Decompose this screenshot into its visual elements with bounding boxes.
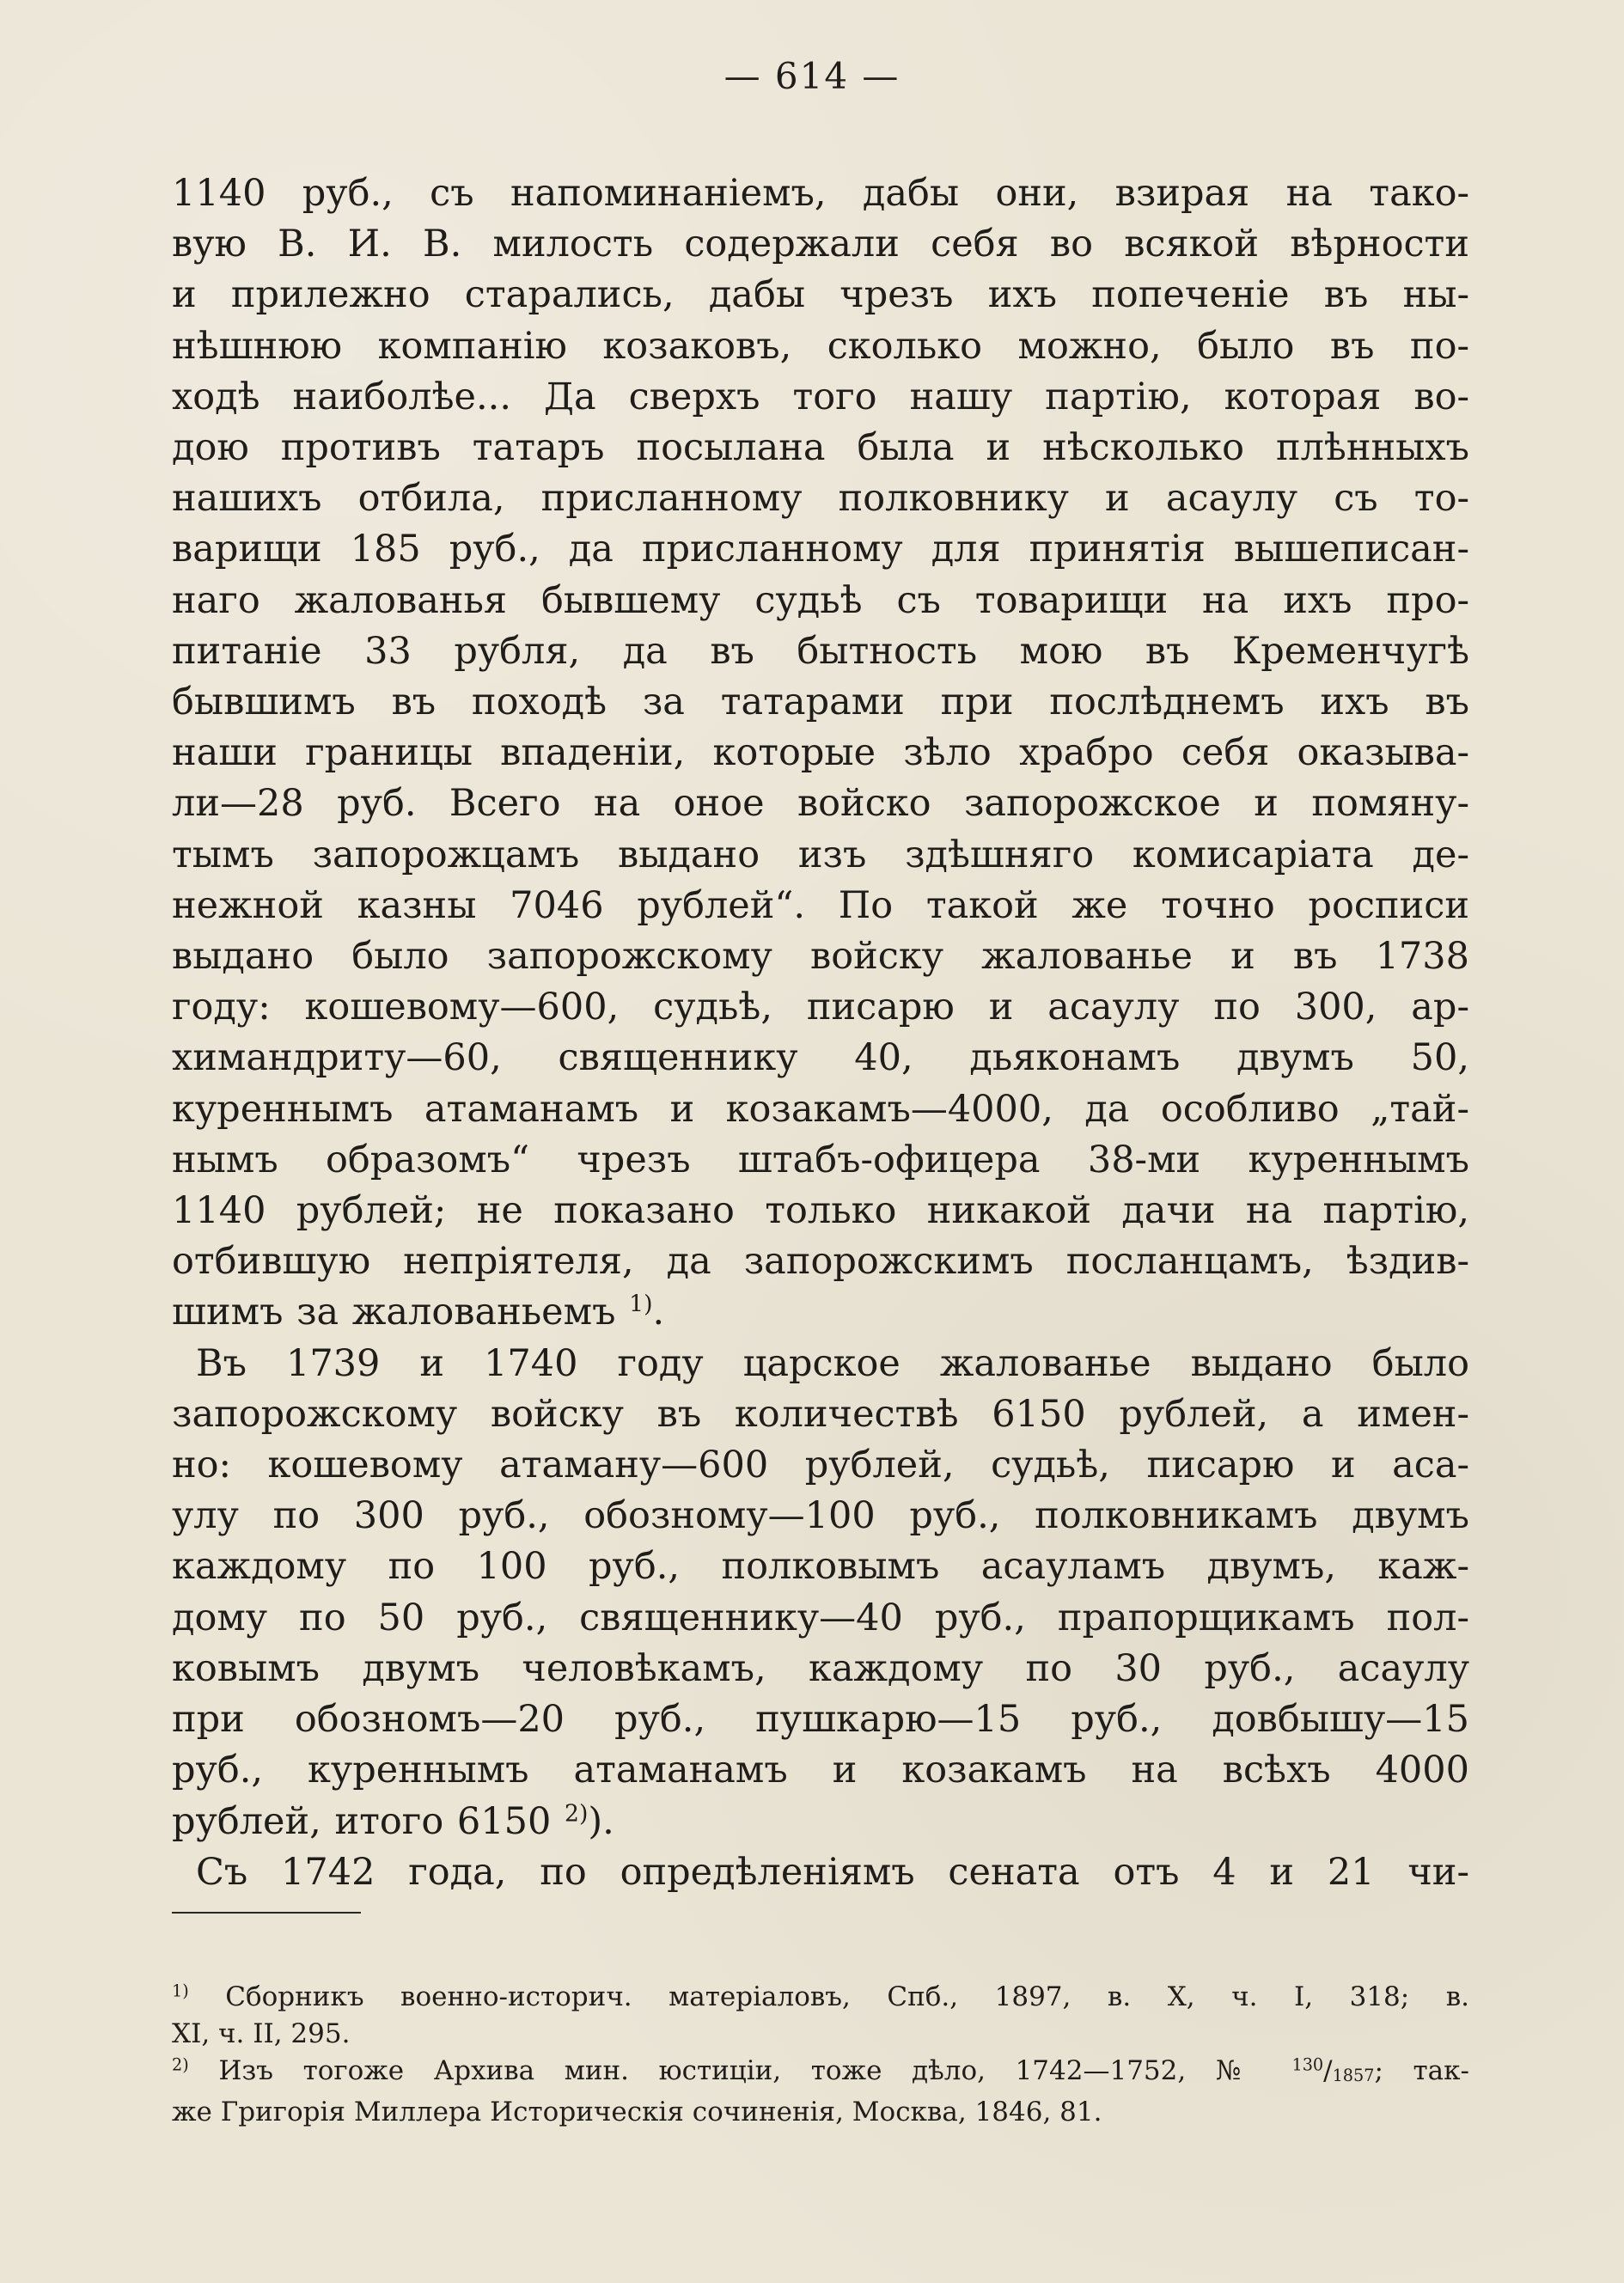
- footnote-1-line-2: XI, ч. II, 295.: [172, 2018, 351, 2049]
- paragraph-start-line: Въ 1739 и 1740 году царское жалованье выдано было: [196, 1341, 1469, 1385]
- text-line: 1140 рублей; не показано только никакой дачи на партію,: [172, 1189, 1469, 1233]
- footnote-marker-2: 2): [172, 2054, 189, 2075]
- text-line: ковымъ двумъ человѣкамъ, каждому по 30 руб., асаулу: [172, 1646, 1469, 1690]
- text-segment: шимъ за жалованьемъ: [172, 1291, 616, 1334]
- text-line: вую В. И. В. милость содержали себя во всякой вѣрности: [172, 223, 1469, 266]
- text-line: нѣшнюю компанію козаковъ, сколько можно, было въ по-: [172, 324, 1469, 368]
- text-line: и прилежно старались, дабы чрезъ ихъ попеченіе въ ны-: [172, 273, 1469, 317]
- text-line: ли—28 руб. Всего на оное войско запорожское и помяну-: [172, 782, 1469, 826]
- text-line: варищи 185 руб., да присланному для принятія вышеписан-: [172, 528, 1469, 571]
- case-number-slash: /: [1323, 2055, 1333, 2086]
- text-line: руб., куреннымъ атаманамъ и козакамъ на всѣхъ 4000: [172, 1749, 1469, 1792]
- footnote-2-line-1: [172, 2053, 1469, 2094]
- text-line: запорожскому войску въ количествѣ 6150 рублей, а имен-: [172, 1392, 1469, 1436]
- text-line: питаніе 33 рубля, да въ бытность мою въ Кременчугѣ: [172, 629, 1469, 673]
- text-segment: рублей, итого 6150: [172, 1799, 552, 1843]
- text-line: ходѣ наиболѣе... Да сверхъ того нашу партію, которая во-: [172, 375, 1469, 418]
- text-line: нежной казны 7046 рублей“. По такой же точно росписи: [172, 883, 1469, 927]
- footnote-2-line-2: же Григорія Миллера Историческія сочиненія, Москва, 1846, 81.: [172, 2096, 1102, 2127]
- footnote-reference-2[interactable]: 2): [565, 1799, 589, 1827]
- footnote-reference-1[interactable]: 1): [629, 1291, 653, 1318]
- text-line: улу по 300 руб., обозному—100 руб., полковникамъ двумъ: [172, 1494, 1469, 1538]
- text-line: химандриту—60, священнику 40, дьяконамъ двумъ 50,: [172, 1036, 1469, 1080]
- text-line: тымъ запорожцамъ выдано изъ здѣшняго комисаріата де-: [172, 833, 1469, 876]
- text-line: 1140 руб., съ напоминаніемъ, дабы они, взирая на тако-: [172, 172, 1469, 215]
- text-line: дому по 50 руб., священнику—40 руб., прапорщикамъ пол-: [172, 1596, 1469, 1639]
- footnote-2-text: Изъ тогоже Архива мин. юстиціи, тоже дѣло, 1742—1752, №: [218, 2055, 1262, 2086]
- footnote-2-line-end: ; так-: [1374, 2055, 1469, 2086]
- text-line: при обозномъ—20 руб., пушкарю—15 руб., довбышу—15: [172, 1698, 1469, 1742]
- paragraph-start-line: Съ 1742 года, по опредѣленіямъ сената отъ 4 и 21 чи-: [196, 1850, 1469, 1894]
- text-line: наши границы впаденіи, которые зѣло храбро себя оказыва-: [172, 731, 1469, 775]
- text-line: нашихъ отбила, присланному полковнику и асаулу съ то-: [172, 477, 1469, 521]
- sentence-end: .: [652, 1291, 665, 1334]
- footnote-1-line-1: [172, 1979, 1469, 2016]
- text-line: дою противъ татаръ посылана была и нѣсколько плѣнныхъ: [172, 426, 1469, 470]
- case-number-numerator: 130: [1291, 2054, 1324, 2075]
- case-number-year: 1857: [1332, 2065, 1375, 2085]
- text-line: [172, 1797, 1469, 1847]
- text-line: куреннымъ атаманамъ и козакамъ—4000, да особливо „тай-: [172, 1087, 1469, 1131]
- text-line: отбившую непріятеля, да запорожскимъ посланцамъ, ѣздив-: [172, 1240, 1469, 1284]
- text-line: году: кошевому—600, судьѣ, писарю и асаулу по 300, ар-: [172, 986, 1469, 1029]
- text-line: [172, 1287, 1469, 1338]
- footnotes: [172, 1979, 1469, 2131]
- text-line: выдано было запорожскому войску жалованье и въ 1738: [172, 935, 1469, 979]
- footnote-divider: [172, 1912, 361, 1914]
- page-number: — 614 —: [723, 55, 901, 97]
- text-line: каждому по 100 руб., полковымъ асауламъ двумъ, каж-: [172, 1545, 1469, 1589]
- text-line: наго жалованья бывшему судьѣ съ товарищи на ихъ про-: [172, 578, 1469, 622]
- text-line: бывшимъ въ походѣ за татарами при послѣднемъ ихъ въ: [172, 681, 1469, 724]
- sentence-end: ).: [588, 1799, 614, 1843]
- text-line: но: кошевому атаману—600 рублей, судьѣ, писарю и аса-: [172, 1444, 1469, 1487]
- main-text: [172, 168, 1469, 1898]
- text-line: нымъ образомъ“ чрезъ штабъ-офицера 38-ми куреннымъ: [172, 1138, 1469, 1181]
- footnote-1-text: Сборникъ военно-историч. матеріаловъ, Спб., 1897, в. X, ч. I, 318; в.: [225, 1981, 1469, 2012]
- footnote-marker-1: 1): [172, 1981, 189, 2001]
